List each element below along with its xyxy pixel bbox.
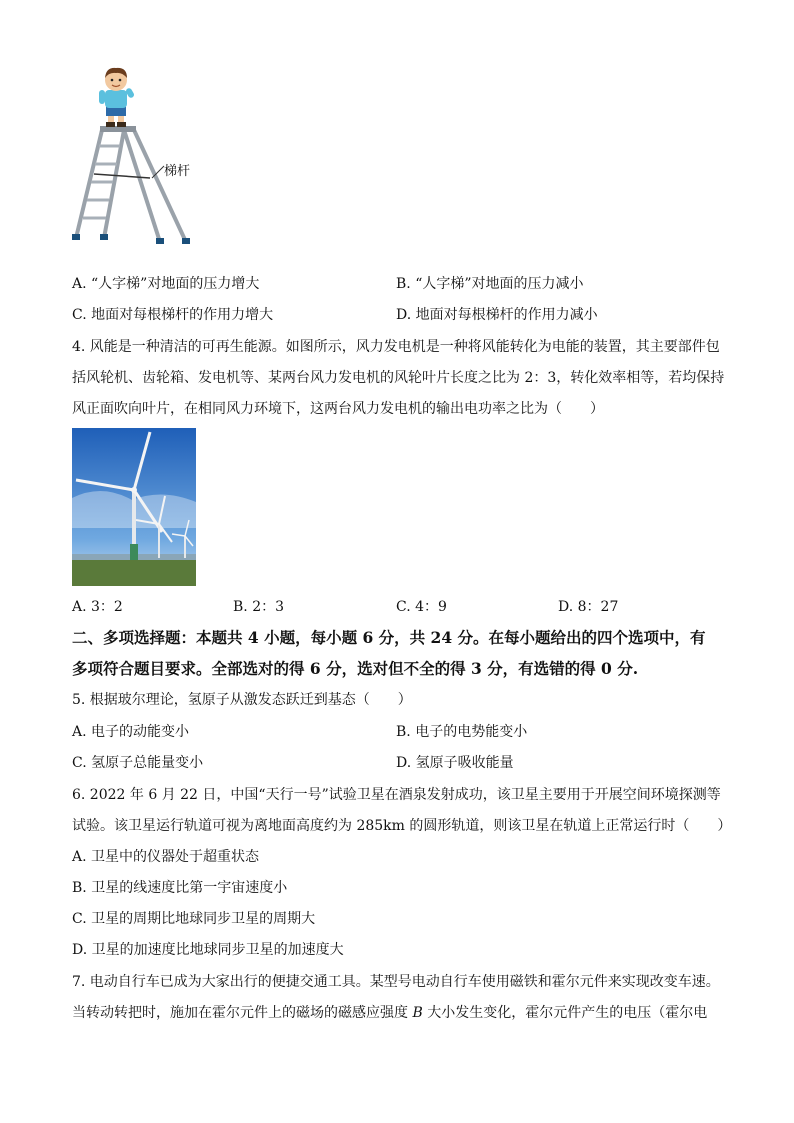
q5-option-a: A. 电子的动能变小 (72, 724, 190, 740)
q6-option-b: B. 卫星的线速度比第一宇宙速度小 (72, 880, 288, 896)
q4-stem-line-3: 风正面吹向叶片，在相同风力环境下，这两台风力发电机的输出电功率之比为（ ） (72, 401, 604, 417)
q7-variable-b: B (412, 1005, 423, 1021)
section-2-heading-line-1: 二、多项选择题：本题共 4 小题，每小题 6 分，共 24 分。在每小题给出的四个选项中，有 (72, 628, 706, 647)
wind-turbine-photo (72, 428, 196, 586)
q4-option-d: D. 8：27 (558, 599, 619, 615)
ladder-figure (66, 66, 206, 246)
ladder-illustration (66, 66, 206, 246)
q7-stem-line-2 (72, 1003, 707, 1023)
q6-option-a: A. 卫星中的仪器处于超重状态 (72, 849, 260, 865)
q4-option-b: B. 2：3 (233, 599, 285, 615)
ladder-rail-label: 梯杆 (164, 164, 191, 179)
q7-line2-part-1: 当转动转把时，施加在霍尔元件上的磁场的磁感应强度 (72, 1005, 413, 1021)
q3-option-c: C. 地面对每根梯杆的作用力增大 (72, 307, 274, 323)
q6-stem-line-2: 试验。该卫星运行轨道可视为离地面高度约为 285km 的圆形轨道，则该卫星在轨道上正常运行时（ ） (72, 818, 732, 834)
q4-option-c: C. 4：9 (396, 599, 447, 615)
q6-option-c: C. 卫星的周期比地球同步卫星的周期大 (72, 911, 316, 927)
q4-option-a: A. 3：2 (72, 599, 123, 615)
q6-stem-line-1: 6. 2022 年 6 月 22 日，中国“天行一号”试验卫星在酒泉发射成功，该卫星主要用于开展空间环境探测等 (72, 787, 721, 803)
q7-stem-line-1: 7. 电动自行车已成为大家出行的便捷交通工具。某型号电动自行车使用磁铁和霍尔元件来实现改变车速。 (72, 974, 720, 990)
q5-stem: 5. 根据玻尔理论，氢原子从激发态跃迁到基态（ ） (72, 692, 412, 708)
section-2-heading-line-2: 多项符合题目要求。全部选对的得 6 分，选对但不全的得 3 分，有选错的得 0 分. (72, 659, 639, 678)
q7-line2-part-2: 大小发生变化，霍尔元件产生的电压（霍尔电 (422, 1005, 708, 1021)
q3-option-a: A. “人字梯”对地面的压力增大 (72, 276, 260, 292)
q5-option-b: B. 电子的电势能变小 (396, 724, 528, 740)
q6-option-d: D. 卫星的加速度比地球同步卫星的加速度大 (72, 942, 344, 958)
q3-option-b: B. “人字梯”对地面的压力减小 (396, 276, 584, 292)
q4-stem-line-2: 括风轮机、齿轮箱、发电机等、某两台风力发电机的风轮叶片长度之比为 2：3，转化效率相等，若均保持 (72, 370, 725, 386)
q5-option-d: D. 氢原子吸收能量 (396, 755, 514, 771)
q5-option-c: C. 氢原子总能量变小 (72, 755, 204, 771)
q4-stem-line-1: 4. 风能是一种清洁的可再生能源。如图所示，风力发电机是一种将风能转化为电能的装置，其主要部件包 (72, 339, 720, 355)
q3-option-d: D. 地面对每根梯杆的作用力减小 (396, 307, 598, 323)
